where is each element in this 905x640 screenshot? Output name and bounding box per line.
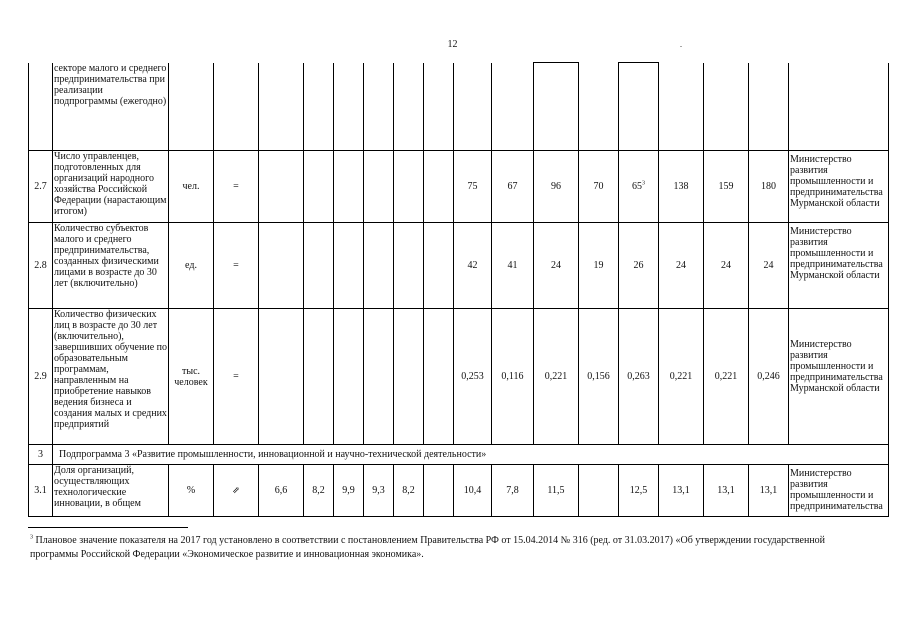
value-cell: 13,1 — [749, 465, 789, 517]
value-cell: 13,1 — [704, 465, 749, 517]
indicator-name: Количество субъектов малого и среднего предпринимательства, созданных физическими лицами в возрасте до 30 лет (включительно) — [53, 223, 169, 309]
page-number: 12 — [447, 39, 458, 50]
value-cell: 180 — [749, 151, 789, 223]
value-cell — [619, 151, 659, 223]
table-row-2-7 — [29, 151, 889, 223]
scan-dot: . — [680, 40, 682, 49]
value-cell: 8,2 — [394, 465, 424, 517]
row-number: 3.1 — [29, 465, 53, 517]
row-number: 3 — [29, 445, 53, 465]
value-cell: 159 — [704, 151, 749, 223]
footnote-text: Плановое значение показателя на 2017 год установлено в соответствии с постановлением Правительства РФ от 15.04.2014 № 316 (ред. от 31.03.2017) «Об утверждении государственной программы Российской Федерации «Экономическое развитие и инновационная экономика». — [30, 535, 826, 560]
value-cell: 0,263 — [619, 309, 659, 445]
row-number: 2.9 — [29, 309, 53, 445]
value-cell: 0,253 — [454, 309, 492, 445]
value-cell: 0,156 — [579, 309, 619, 445]
indicator-name: секторе малого и среднего предпринимательства при реализации подпрограммы (ежегодно) — [53, 63, 169, 151]
row-number: 2.7 — [29, 151, 53, 223]
value-cell: 0,221 — [534, 309, 579, 445]
value-cell: 7,8 — [492, 465, 534, 517]
value-cell: 0,116 — [492, 309, 534, 445]
value-cell: 0,246 — [749, 309, 789, 445]
value-cell: 12,5 — [619, 465, 659, 517]
value-cell: 24 — [534, 223, 579, 309]
value-cell: 67 — [492, 151, 534, 223]
footnote — [30, 534, 850, 562]
value-cell: 11,5 — [534, 465, 579, 517]
indicator-name: Количество физических лиц в возрасте до 30 лет (включительно), завершивших обучение по образовательным программам, направленным на приобретение навыков ведения бизнеса и создания малых и средних предприятий — [53, 309, 169, 445]
value-cell: 26 — [619, 223, 659, 309]
value-cell: 0,221 — [704, 309, 749, 445]
unit-cell: чел. — [169, 151, 214, 223]
row-number: 2.8 — [29, 223, 53, 309]
value-cell: 96 — [534, 151, 579, 223]
value-cell: 70 — [579, 151, 619, 223]
value-cell: 9,3 — [364, 465, 394, 517]
table-row-subprogram-3 — [29, 445, 889, 465]
trend-mark: ⇗ — [214, 465, 259, 517]
table-row-2-8 — [29, 223, 889, 309]
value-cell — [579, 465, 619, 517]
indicator-name: Число управленцев, подготовленных для организаций народного хозяйства Российской Федерации (нарастающим итогом) — [53, 151, 169, 223]
footnote-ref: 3 — [642, 180, 645, 187]
value-cell: 24 — [704, 223, 749, 309]
value-cell: 0,221 — [659, 309, 704, 445]
footnote-divider — [28, 527, 188, 528]
value-cell: 19 — [579, 223, 619, 309]
value-cell: 75 — [454, 151, 492, 223]
trend-mark: = — [214, 151, 259, 223]
unit-cell: тыс. человек — [169, 309, 214, 445]
table-row-3-1 — [29, 465, 889, 517]
value-cell: 138 — [659, 151, 704, 223]
value-cell: 13,1 — [659, 465, 704, 517]
value-cell: 41 — [492, 223, 534, 309]
table-row-2-9 — [29, 309, 889, 445]
indicator-name: Доля организаций, осуществляющих технологические инновации, в общем — [53, 465, 169, 517]
value-cell: 8,2 — [304, 465, 334, 517]
indicators-table — [28, 62, 889, 517]
value-cell: 9,9 — [334, 465, 364, 517]
value-cell: 6,6 — [259, 465, 304, 517]
value-cell: 42 — [454, 223, 492, 309]
footnote-number: 3 — [30, 534, 33, 541]
responsible-cell: Министерство развития промышленности и предпринимательства Мурманской области — [789, 223, 889, 309]
responsible-cell: Министерство развития промышленности и предпринимательства Мурманской области — [789, 309, 889, 445]
value-cell: 24 — [749, 223, 789, 309]
unit-cell: % — [169, 465, 214, 517]
value-cell: 10,4 — [454, 465, 492, 517]
trend-mark: = — [214, 223, 259, 309]
responsible-cell: Министерство развития промышленности и предпринимательства Мурманской области — [789, 151, 889, 223]
unit-cell: ед. — [169, 223, 214, 309]
responsible-cell: Министерство развития промышленности и предпринимательства — [789, 465, 889, 517]
table-row-continuation — [29, 63, 889, 151]
subprogram-title: Подпрограмма 3 «Развитие промышленности, инновационной и научно-технической деятельности» — [53, 445, 889, 465]
value-text: 65 — [632, 181, 642, 192]
trend-mark: = — [214, 309, 259, 445]
value-cell: 24 — [659, 223, 704, 309]
